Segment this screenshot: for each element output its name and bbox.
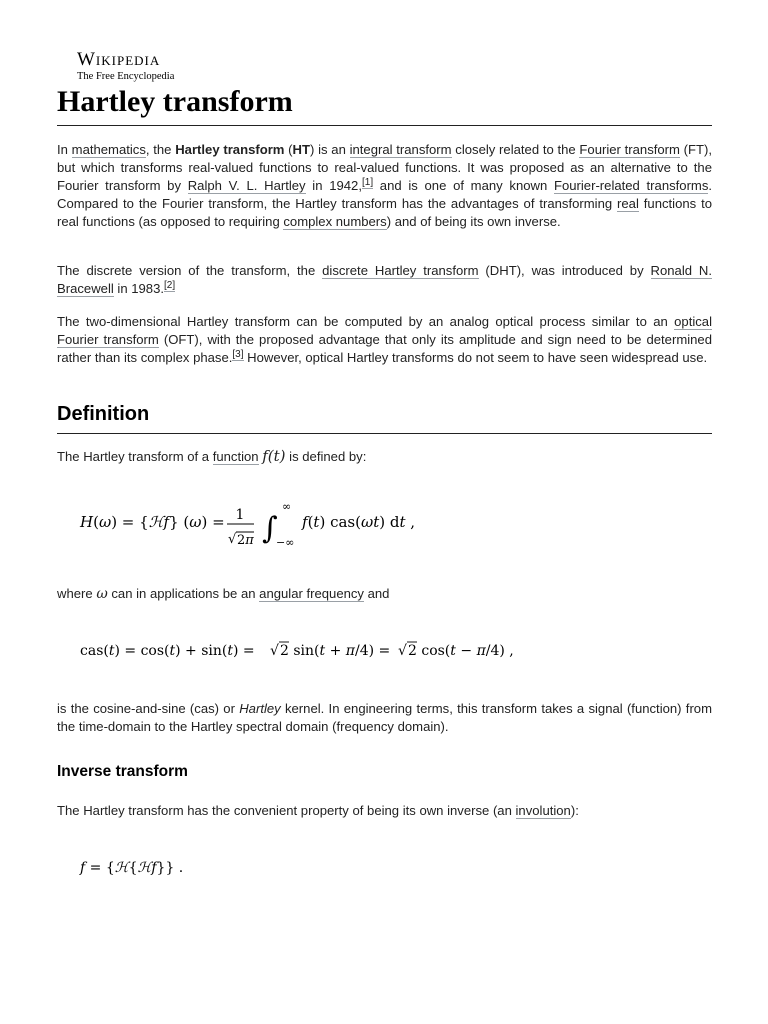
svg-text:√: √ xyxy=(398,643,407,659)
inverse-paragraph-1: The Hartley transform has the convenient property of being its own inverse (an involution): xyxy=(57,803,579,818)
svg-text:∞: ∞ xyxy=(282,500,292,513)
equation-involution xyxy=(80,855,220,879)
link-angular-frequency[interactable]: angular frequency xyxy=(259,586,364,601)
intro-paragraph-3: The two-dimensional Hartley transform can be computed by an analog optical process similar to an optical Fourier transform (OFT), with the proposed advantage that only its amplitude and sign need to be determined rather than its complex phase.[3] However, optical Hartley transforms do not seem to have seen widespread use. xyxy=(57,314,712,365)
equation-involution-svg xyxy=(80,855,220,879)
definition-paragraph-2: where ω can in applications be an angular frequency and xyxy=(57,586,390,602)
svg-text:√: √ xyxy=(228,532,237,547)
svg-text:√: √ xyxy=(270,643,279,659)
wikipedia-logo[interactable] xyxy=(77,50,174,84)
logo-wordmark: Wikipedia xyxy=(77,49,161,70)
svg-text:2 cos(t − π/4) ,: 2 cos(t − π/4) , xyxy=(408,643,514,659)
math-omega: ω xyxy=(96,586,108,602)
link-integral-transform[interactable]: integral transform xyxy=(349,142,452,157)
svg-text:f(t) cas(ωt) dt ,: f(t) cas(ωt) dt , xyxy=(302,513,416,531)
page-title: Hartley transform xyxy=(57,84,712,126)
svg-text:cas(t) = cos(t) + sin(t) =: cas(t) = cos(t) + sin(t) = xyxy=(80,643,255,659)
reference-2[interactable]: [2] xyxy=(164,279,176,291)
equation-hartley-definition-svg xyxy=(80,500,420,552)
equation-cas-kernel-svg xyxy=(80,634,530,664)
svg-text:H(ω) = {ℋf} (ω) =: H(ω) = {ℋf} (ω) = xyxy=(80,513,225,531)
definition-paragraph-1: The Hartley transform of a function f(t) is defined by: xyxy=(57,447,367,465)
section-heading-definition: Definition xyxy=(57,401,712,434)
bold-term: Hartley transform xyxy=(175,142,285,157)
equation-cas-kernel xyxy=(80,634,530,664)
section-heading-inverse-transform: Inverse transform xyxy=(57,763,188,780)
link-involution[interactable]: involution xyxy=(515,803,571,818)
reference-3[interactable]: [3] xyxy=(232,348,244,360)
link-ralph-hartley[interactable]: Ralph V. L. Hartley xyxy=(187,177,306,193)
link-discrete-hartley-transform[interactable]: discrete Hartley transform xyxy=(322,263,479,278)
math-f-of-t: f(t) xyxy=(262,447,286,465)
link-ronald-bracewell[interactable]: Ronald N. Bracewell xyxy=(57,263,712,296)
logo-tagline: The Free Encyclopedia xyxy=(77,71,175,82)
svg-text:2π: 2π xyxy=(237,533,254,548)
svg-text:1: 1 xyxy=(235,507,245,523)
svg-text:∫: ∫ xyxy=(262,511,278,546)
link-optical-fourier-transform[interactable]: optical Fourier transform xyxy=(57,314,712,347)
bold-abbr: HT xyxy=(292,142,311,157)
svg-text:2 sin(t + π/4) =: 2 sin(t + π/4) = xyxy=(280,643,391,659)
equation-hartley-definition xyxy=(80,500,420,552)
italic-hartley: Hartley xyxy=(239,701,281,716)
link-function[interactable]: function xyxy=(212,449,259,464)
intro-paragraph-1: In mathematics, the Hartley transform (HT) is an integral transform closely related to the Fourier transform (FT), but which transforms real-valued functions to real-valued functions. It was proposed as an alternative to the Fourier transform by Ralph V. L. Hartley in 1942,[1] and is one of many known Fourier-related transforms. Compared to the Fourier transform, the Hartley transform has the advantages of transforming real functions to real functions (as opposed to requiring complex numbers) and of being its own inverse. xyxy=(57,142,713,229)
reference-1[interactable]: [1] xyxy=(361,176,374,188)
link-real[interactable]: real xyxy=(617,195,639,211)
intro-paragraph-2: The discrete version of the transform, the discrete Hartley transform (DHT), was introduced by Ronald N. Bracewell in 1983.[2] xyxy=(57,263,712,296)
link-mathematics[interactable]: mathematics xyxy=(71,142,146,157)
svg-text:f = {ℋ{ℋf}} .: f = {ℋ{ℋf}} . xyxy=(80,860,184,876)
definition-paragraph-3: is the cosine-and-sine (cas) or Hartley kernel. In engineering terms, this transform takes a signal (function) from the time-domain to the Hartley spectral domain (frequency domain). xyxy=(57,701,712,734)
link-fourier-related-transforms[interactable]: Fourier-related transforms xyxy=(553,177,709,193)
link-fourier-transform[interactable]: Fourier transform xyxy=(579,142,680,157)
svg-text:−∞: −∞ xyxy=(276,536,295,549)
link-complex-numbers[interactable]: complex numbers xyxy=(283,213,387,229)
